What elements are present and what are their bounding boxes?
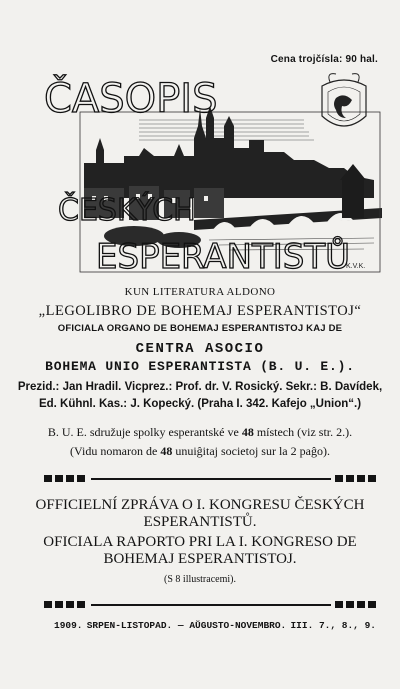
officers-line-2: Ed. Kühnl. Kas.: J. Kopecký. (Praha I. 342. Kafejo „Union“.)	[38, 398, 362, 410]
legolibro-line: „LEGOLIBRO DE BOHEMAJ ESPERANTISTOJ“	[38, 303, 362, 319]
report-czech-line-2: ESPERANTISTŮ.	[143, 514, 257, 530]
bue-text-a: B. U. E. sdružuje spolky esperantské ve	[47, 425, 242, 439]
illustrations-note: (S 8 illustracemi).	[164, 574, 236, 585]
vidu-societies-line	[0, 444, 400, 459]
report-czech-line-1: OFFICIELNÍ ZPRÁVA O I. KONGRESU ČESKÝCH	[35, 497, 365, 513]
bue-text-b: místech (viz str. 2.).	[253, 425, 353, 439]
vidu-count: 48	[160, 444, 173, 458]
official-organ-line: OFICIALA ORGANO DE BOHEMAJ ESPERANTISTOJ KAJ DE	[57, 323, 343, 334]
report-esperanto-line-2: BOHEMAJ ESPERANTISTOJ.	[103, 551, 297, 567]
bue-count: 48	[241, 425, 254, 439]
footer-months: SRPEN-LISTOPAD. — AŬGUSTO-NOVEMBRO.	[86, 620, 287, 631]
prague-castle-illustration	[44, 68, 382, 274]
masthead-banner	[44, 68, 382, 274]
officers-line-1: Prezid.: Jan Hradil. Vicprez.: Prof. dr. V. Rosický. Sekr.: B. Davídek,	[17, 381, 383, 393]
report-esperanto-line-1: OFICIALA RAPORTO PRI LA I. KONGRESO DE	[43, 534, 357, 550]
artist-mark: K.V.K.	[346, 263, 366, 270]
issue-price: Cena trojčísla: 90 hal.	[270, 54, 378, 65]
title-esperantistu: ESPERANTISTŮ	[96, 237, 351, 274]
footer-year: 1909.	[54, 620, 83, 631]
footer-issue-numbers: III. 7., 8., 9.	[290, 620, 376, 631]
vidu-text-b: unuiĝitaj societoj sur la 2 paĝo).	[172, 444, 330, 458]
literary-supplement-line: KUN LITERATURA ALDONO	[124, 286, 276, 298]
issue-footer	[54, 620, 376, 631]
centra-asocio-heading: CENTRA ASOCIO	[135, 341, 265, 357]
block-rule-top	[44, 474, 376, 484]
title-casopis: ČASOPIS	[44, 76, 218, 122]
block-rule-bottom	[44, 600, 376, 610]
heraldic-lion-icon	[322, 74, 366, 126]
title-ceskych: ČESKÝCH	[58, 193, 196, 228]
bohema-unio-heading: BOHEMA UNIO ESPERANTISTA (B. U. E.).	[45, 359, 355, 374]
bue-societies-line	[0, 425, 400, 440]
vidu-text-a: (Vidu nomaron de	[70, 444, 161, 458]
